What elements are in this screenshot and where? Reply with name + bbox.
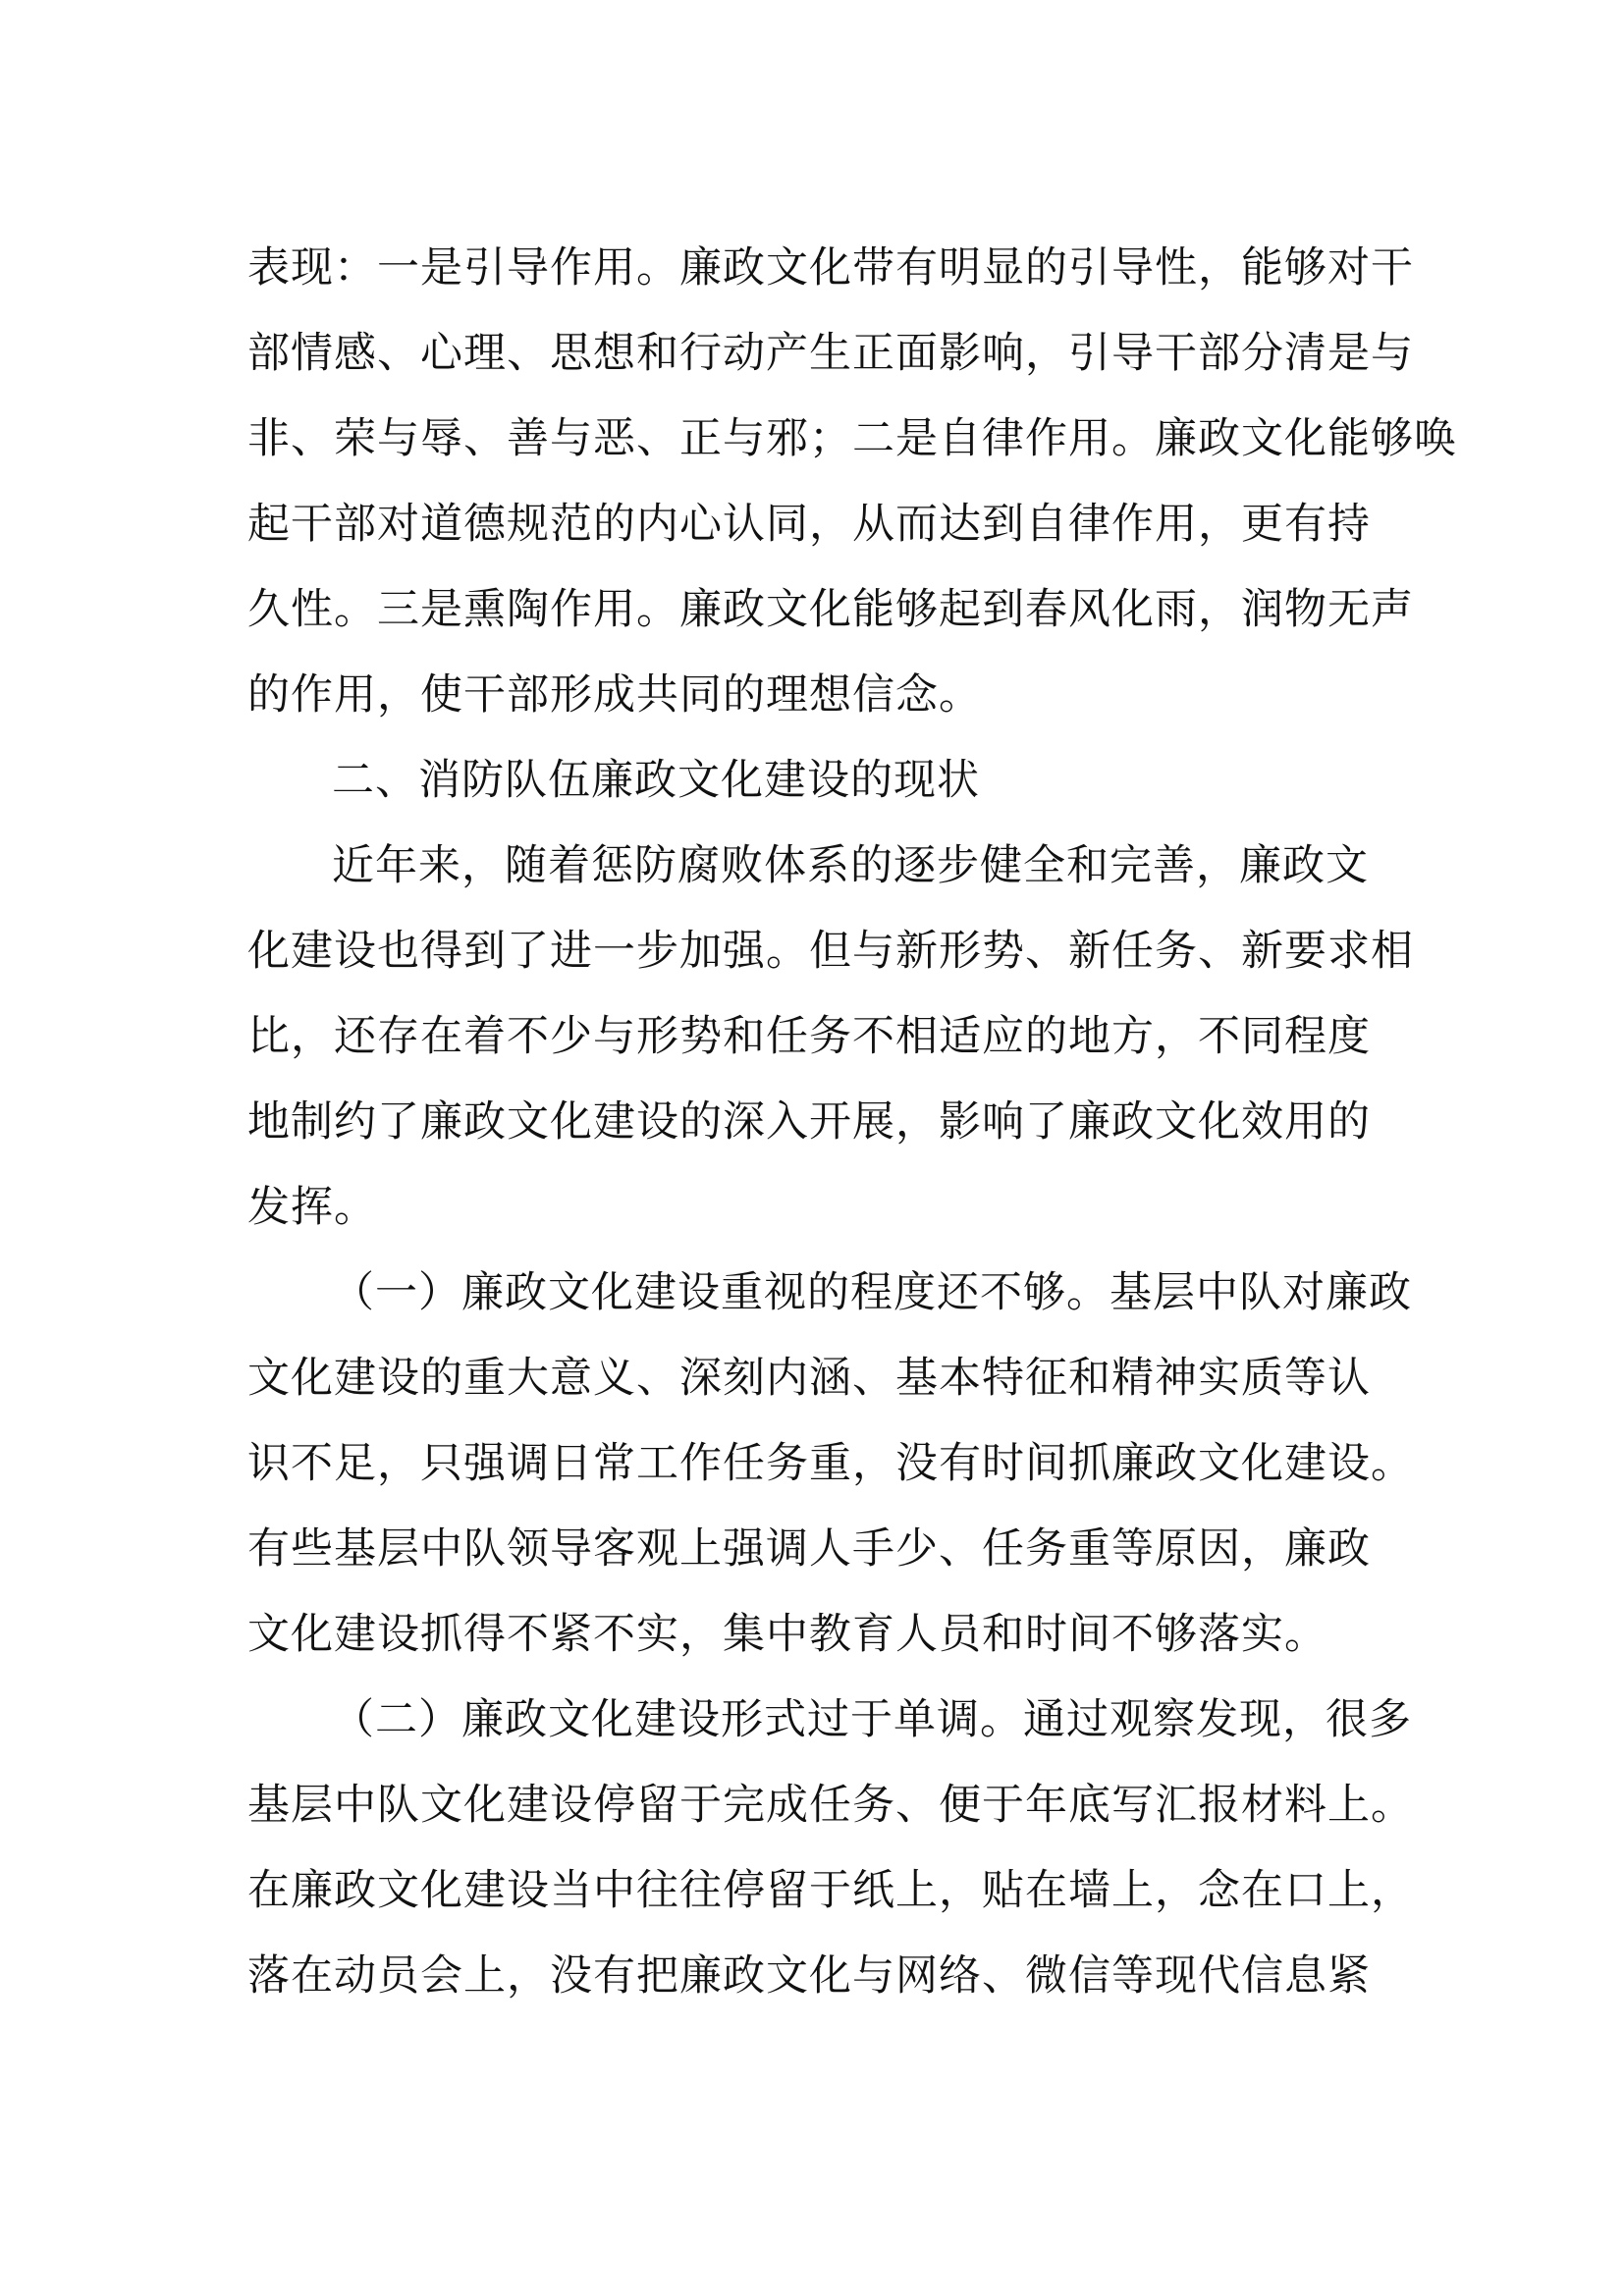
text-line: 表现：一是引导作用。廉政文化带有明显的引导性，能够对干 xyxy=(247,243,1414,293)
subsection-line: （一）廉政文化建设重视的程度还不够。基层中队对廉政 xyxy=(332,1268,1412,1317)
text-line: 文化建设抓得不紧不实，集中教育人员和时间不够落实。 xyxy=(247,1610,1327,1659)
text-line: 在廉政文化建设当中往往停留于纸上，贴在墙上，念在口上， xyxy=(247,1866,1414,1915)
text-line: 近年来，随着惩防腐败体系的逐步健全和完善，廉政文 xyxy=(332,841,1369,890)
text-line: 有些基层中队领导客观上强调人手少、任务重等原因，廉政 xyxy=(247,1524,1371,1574)
text-line: 化建设也得到了进一步加强。但与新形势、新任务、新要求相 xyxy=(247,927,1414,976)
section-heading: 二、消防队伍廉政文化建设的现状 xyxy=(332,756,980,805)
text-line: 文化建设的重大意义、深刻内涵、基本特征和精神实质等认 xyxy=(247,1354,1371,1403)
text-line: 久性。三是熏陶作用。廉政文化能够起到春风化雨，润物无声 xyxy=(247,585,1414,634)
subsection-line: （二）廉政文化建设形式过于单调。通过观察发现，很多 xyxy=(332,1695,1412,1744)
text-line: 的作用，使干部形成共同的理想信念。 xyxy=(247,670,982,720)
text-line: 起干部对道德规范的内心认同，从而达到自律作用，更有持 xyxy=(247,500,1371,549)
text-line: 非、荣与辱、善与恶、正与邪；二是自律作用。廉政文化能够唤 xyxy=(247,414,1457,463)
text-line: 落在动员会上，没有把廉政文化与网络、微信等现代信息紧 xyxy=(247,1951,1371,2001)
document-body xyxy=(247,226,1457,2019)
text-line: 地制约了廉政文化建设的深入开展，影响了廉政文化效用的 xyxy=(247,1097,1371,1147)
text-line: 基层中队文化建设停留于完成任务、便于年底写汇报材料上。 xyxy=(247,1781,1414,1830)
text-line: 比，还存在着不少与形势和任务不相适应的地方，不同程度 xyxy=(247,1012,1371,1061)
text-line: 部情感、心理、思想和行动产生正面影响，引导干部分清是与 xyxy=(247,329,1414,378)
text-line: 识不足，只强调日常工作任务重，没有时间抓廉政文化建设。 xyxy=(247,1439,1414,1488)
text-line: 发挥。 xyxy=(247,1183,377,1232)
